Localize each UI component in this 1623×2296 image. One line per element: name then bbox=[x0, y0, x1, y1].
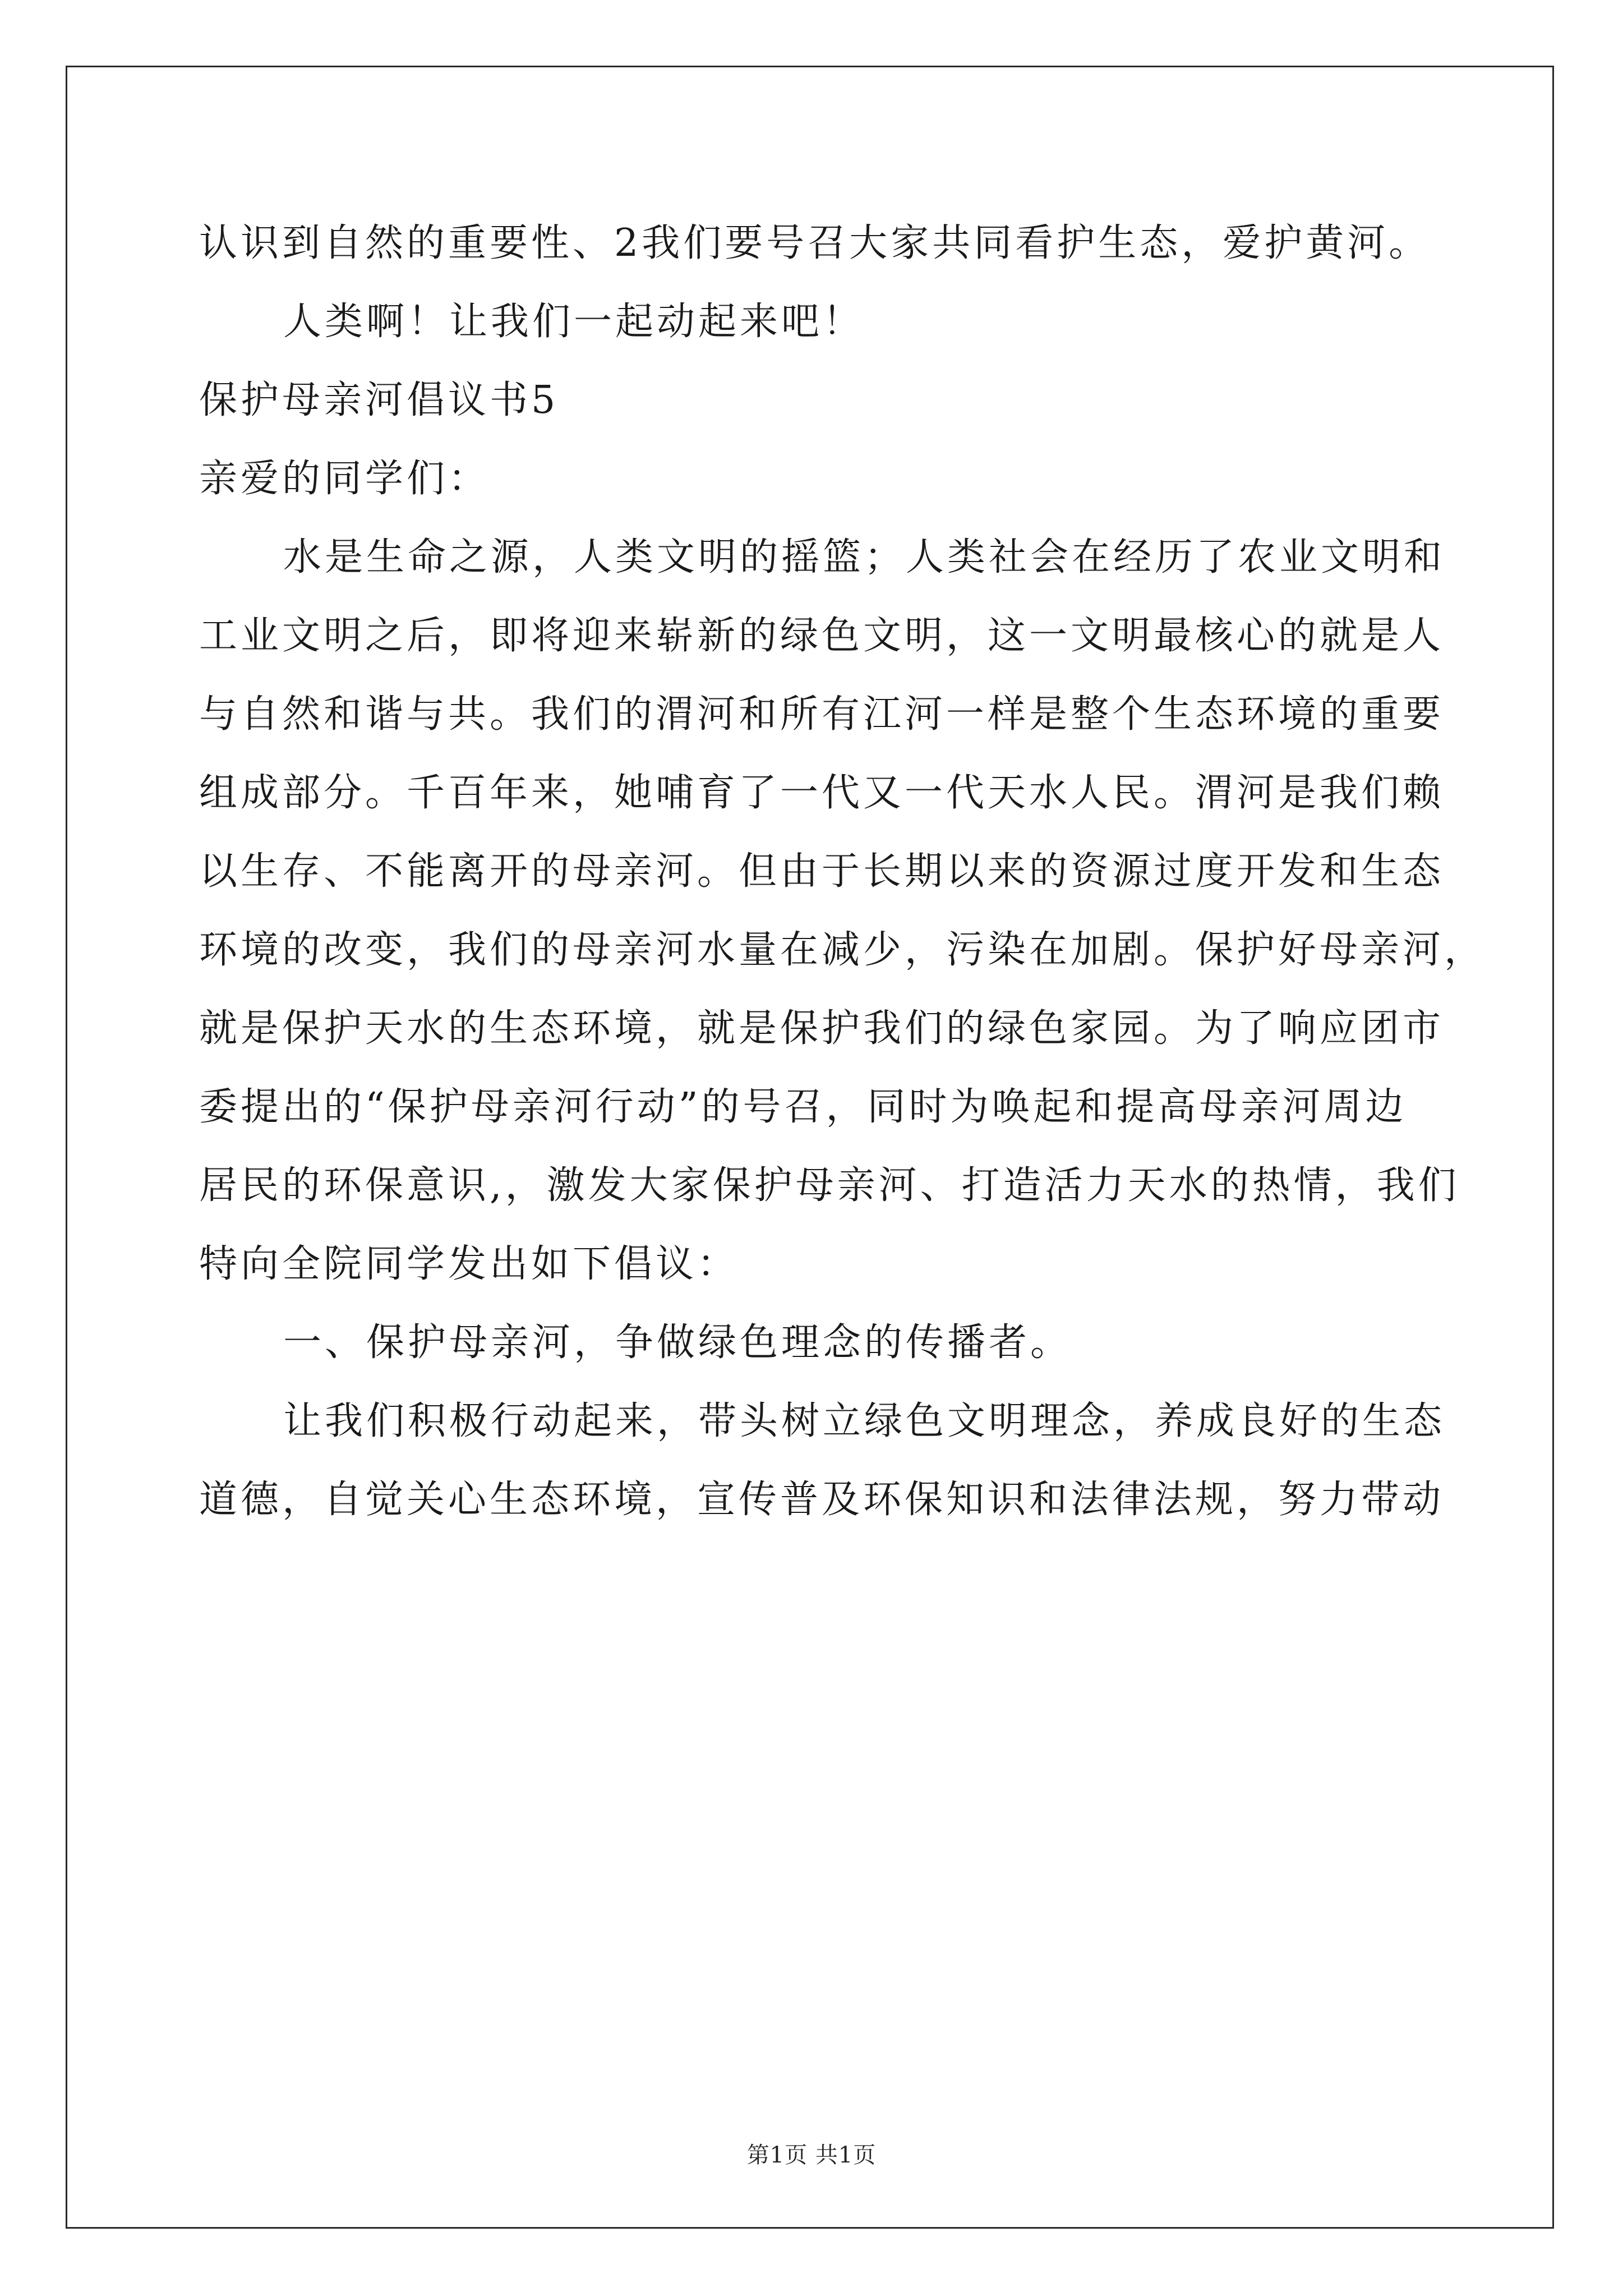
paragraph-line: 环境的改变，我们的母亲河水量在减少，污染在加剧。保护好母亲河， bbox=[199, 928, 1486, 972]
closing-exclamation: 人类啊！让我们一起动起来吧！ bbox=[283, 300, 865, 344]
proposal-heading: 一、保护母亲河，争做绿色理念的传播者。 bbox=[283, 1320, 1072, 1365]
paragraph-line: 工业文明之后，即将迎来崭新的绿色文明，这一文明最核心的就是人 bbox=[199, 614, 1445, 658]
paragraph-line: 水是生命之源，人类文明的摇篮；人类社会在经历了农业文明和 bbox=[283, 535, 1446, 579]
section-title: 保护母亲河倡议书5 bbox=[199, 378, 559, 422]
paragraph-line: 特向全院同学发出如下倡议： bbox=[199, 1242, 739, 1286]
paragraph-line: 就是保护天水的生态环境，就是保护我们的绿色家园。为了响应团市 bbox=[199, 1006, 1445, 1051]
paragraph-line: 组成部分。千百年来，她哺育了一代又一代天水人民。渭河是我们赖 bbox=[199, 771, 1445, 815]
text-line: 认识到自然的重要性、2我们要号召大家共同看护生态，爱护黄河。 bbox=[199, 221, 1431, 265]
page-footer: 第1页 共1页 bbox=[746, 2142, 877, 2168]
paragraph-line: 道德，自觉关心生态环境，宣传普及环保知识和法律法规，努力带动 bbox=[199, 1478, 1445, 1522]
paragraph-line: 委提出的“保护母亲河行动”的号召，同时为唤起和提高母亲河周边 bbox=[199, 1085, 1407, 1129]
paragraph-line: 居民的环保意识,，激发大家保护母亲河、打造活力天水的热情，我们 bbox=[199, 1163, 1460, 1208]
paragraph-line: 以生存、不能离开的母亲河。但由于长期以来的资源过度开发和生态 bbox=[199, 849, 1445, 894]
salutation: 亲爱的同学们： bbox=[199, 457, 490, 501]
paragraph-line: 与自然和谐与共。我们的渭河和所有江河一样是整个生态环境的重要 bbox=[199, 692, 1445, 737]
paragraph-line: 让我们积极行动起来，带头树立绿色文明理念，养成良好的生态 bbox=[283, 1399, 1446, 1443]
